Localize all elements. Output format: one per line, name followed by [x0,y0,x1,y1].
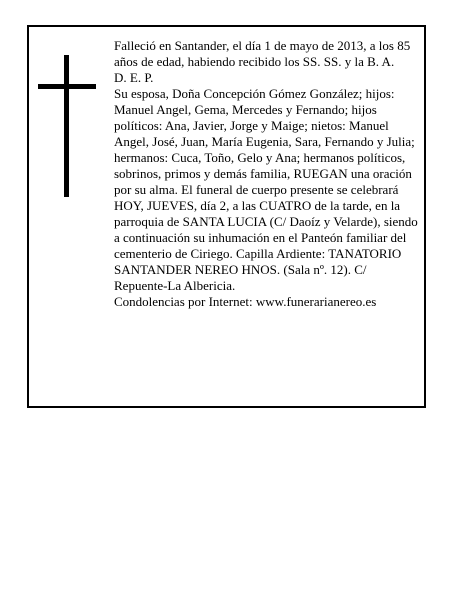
rest-in-peace: D. E. P. [114,70,154,85]
obituary-text [114,38,418,310]
cross-vertical-bar [64,55,69,197]
family-and-funeral-details: Su esposa, Doña Concepción Gómez González; hijos: Manuel Angel, Gema, Mercedes y Fernando; hijos políticos: Ana, Javier, Jorge y Maige; nietos: Manuel Angel, José, Juan, María Eugenia, Sara, Fernando y Julia; hermanos: Cuca, Toño, Gelo y Ana; hermanos políticos, sobrinos, primos y demás familia, RUEGAN una oración por su alma. El funeral de cuerpo presente se celebrará HOY, JUEVES, día 2, a las CUATRO de la tarde, en la parroquia de SANTA LUCIA (C/ Daoíz y Velarde), siendo a continuación su inhumación en el Panteón familiar del cementerio de Ciriego. Capilla Ardiente: TANATORIO SANTANDER NEREO HNOS. (Sala nº. 12). C/ Repuente-La Albericia. [114,86,418,293]
death-announcement: Falleció en Santander, el día 1 de mayo de 2013, a los 85 años de edad, habiendo recibido los SS. SS. y la B. A. [114,38,411,69]
online-condolences: Condolencias por Internet: www.funerarianereo.es [114,294,377,309]
cross-horizontal-bar [38,84,96,89]
